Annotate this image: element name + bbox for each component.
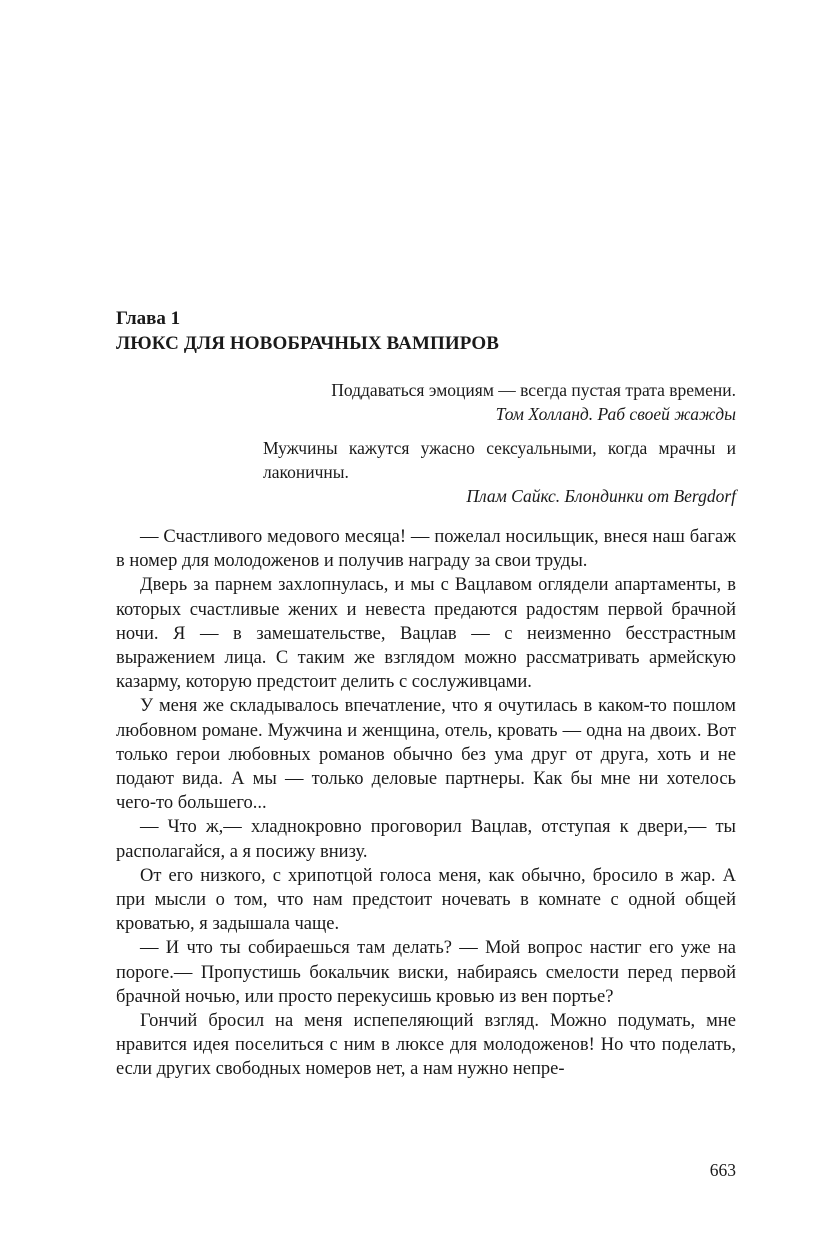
paragraph: Дверь за парнем захлопнулась, и мы с Вацлавом оглядели апартаменты, в которых счастливые жених и невеста предаются радостям первой брачной ночи. Я — в замешательстве, Вацлав — с неизменно бесстрастным выражением лица. С таким же взглядом можно рассматривать армейскую казарму, которую предстоит делить с сослуживцами. [116, 575, 736, 693]
chapter-number: Глава 1 [116, 308, 181, 329]
body-text [116, 525, 736, 1082]
epigraph-text: Мужчины кажутся ужасно сексуальными, когда мрачны и лаконичны. [263, 438, 736, 482]
paragraph: От его низкого, с хрипотцой голоса меня, как обычно, бросило в жар. А при мысли о том, что нам предстоит ночевать в комнате с одной общей кроватью, я задышала чаще. [116, 865, 736, 935]
chapter-title: ЛЮКС ДЛЯ НОВОБРАЧНЫХ ВАМПИРОВ [116, 333, 499, 354]
epigraph-source: Том Холланд. Раб своей жажды [495, 404, 736, 424]
epigraph-text: Поддаваться эмоциям — всегда пустая трата времени. [331, 380, 736, 400]
epigraph-source: Плам Сайкс. Блондинки от Bergdorf [466, 486, 736, 506]
epigraph [276, 378, 736, 426]
page-number: 663 [709, 1160, 736, 1180]
paragraph: — Что ж,— хладнокровно проговорил Вацлав, отступая к двери,— ты располагайся, а я посижу внизу. [116, 817, 736, 862]
paragraph: — Счастливого медового месяца! — пожелал носильщик, внеся наш багаж в номер для молодоженов и получив награду за свои труды. [116, 527, 736, 572]
paragraph: Гончий бросил на меня испепеляющий взгляд. Можно подумать, мне нравится идея поселиться с ним в люксе для молодоженов! Но что поделать, если других свободных номеров нет, а нам нужно непре- [116, 1011, 736, 1080]
epigraph [263, 436, 736, 508]
paragraph: У меня же складывалось впечатление, что я очутилась в каком-то пошлом любовном романе. Мужчина и женщина, отель, кровать — одна на двоих. Вот только герои любовных романов обычно без ума друг от друга, хоть и не подают вида. А мы — только деловые партнеры. Как бы мне ни хотелось чего-то большего... [116, 696, 736, 814]
paragraph: — И что ты собираешься там делать? — Мой вопрос настиг его уже на пороге.— Пропустишь бокальчик виски, набираясь смелости перед первой брачной ночью, или просто перекусишь кровью из вен портье? [116, 938, 736, 1007]
book-page [116, 0, 736, 1253]
